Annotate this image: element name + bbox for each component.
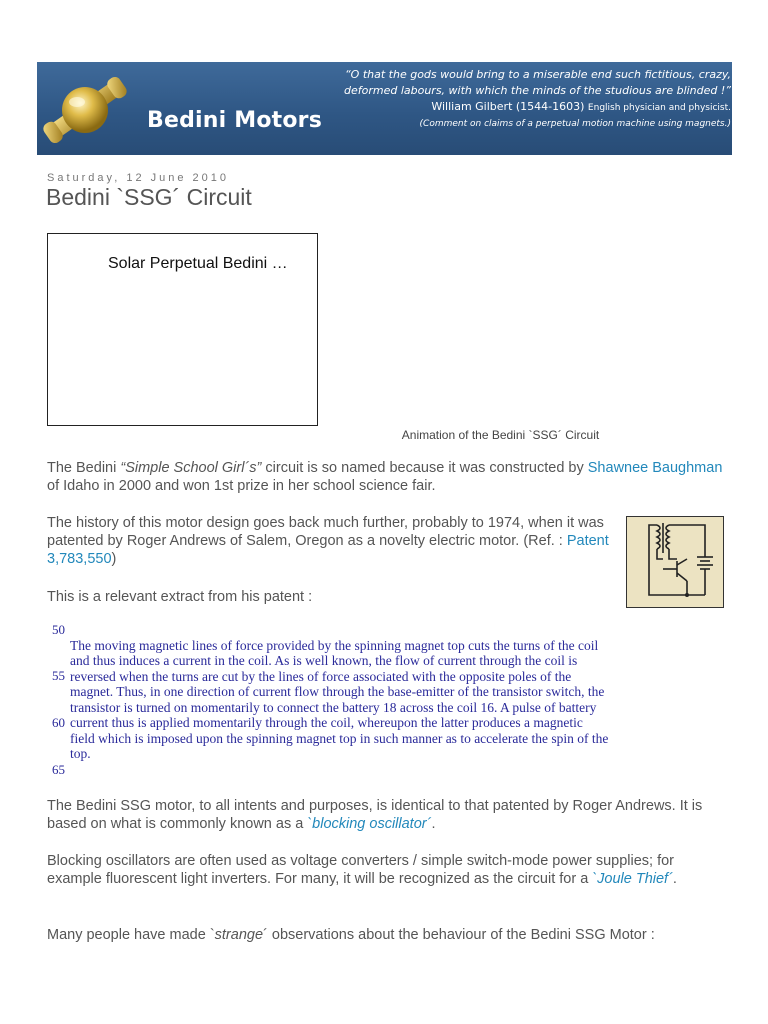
- patent-line: reversed when the turns are cut by the lines of force associated with the opposite poles of the: [70, 669, 572, 684]
- text: .: [431, 816, 436, 832]
- paragraph-intro: [47, 459, 727, 495]
- quote-author-role: English physician and physicist.: [587, 103, 731, 113]
- video-caption: Animation of the Bedini `SSG´ Circuit: [401, 428, 600, 442]
- emphasis-text: “Simple School Girl´s”: [120, 460, 262, 476]
- quote-author: William Gilbert (1544-1603): [431, 100, 585, 113]
- text: ): [111, 551, 117, 567]
- text: Many people have made `: [47, 927, 215, 943]
- patent-line: top.: [70, 746, 91, 761]
- patent-line: field which is imposed upon the spinning magnet top in such manner as to accelerate the spin of the: [70, 731, 609, 746]
- post-title: Bedini `SSG´ Circuit: [46, 184, 252, 210]
- banner-title: Bedini Motors: [147, 108, 323, 133]
- text: The history of this motor design goes back much further, probably to 1974, when it was patented by Roger Andrews of Salem, Oregon as a novelty electric motor. (Ref. :: [47, 515, 604, 549]
- brass-rotor-icon: [37, 62, 137, 155]
- text: .: [672, 871, 677, 887]
- line-number: 65: [52, 762, 65, 777]
- paragraph-observations: [47, 926, 727, 944]
- line-number: 60: [52, 715, 65, 730]
- link-patent[interactable]: Patent 3,783,550: [47, 533, 609, 567]
- banner-quote: [281, 67, 731, 132]
- text: ´ observations about the behaviour of the Bedini SSG Motor :: [263, 927, 655, 943]
- text: Blocking oscillators are often used as voltage converters / simple switch-mode power supplies; for example fluorescent light inverters. For many, it will be recognized as the circuit for a: [47, 853, 675, 887]
- text: circuit is so named because it was constructed by: [261, 460, 588, 476]
- patent-line: current thus is applied momentarily through the coil, whereupon the latter produces a magnetic: [70, 715, 583, 730]
- quote-line-1: “O that the gods would bring to a miserable end such fictitious, crazy,: [344, 68, 731, 81]
- emphasis-text: strange: [214, 927, 264, 943]
- paragraph-history: [47, 514, 619, 568]
- patent-line: and thus induces a current in the coil. As is well known, the flow of current through the coil is: [70, 653, 578, 668]
- link-joule-thief[interactable]: `Joule Thief´: [592, 871, 673, 887]
- paragraph-ssg-motor: [47, 797, 727, 833]
- text: The Bedini SSG motor, to all intents and purposes, is identical to that patented by Roger Andrews. It is based on what is commonly known as a: [47, 798, 703, 832]
- post-date: Saturday, 12 June 2010: [47, 172, 229, 184]
- video-caption-row: [0, 428, 768, 442]
- video-title[interactable]: Solar Perpetual Bedini …: [108, 255, 288, 272]
- line-number: 50: [52, 622, 65, 637]
- text: of Idaho in 2000 and won 1st prize in her school science fair.: [47, 478, 436, 494]
- paragraph-blocking-oscillators: [47, 852, 727, 888]
- link-shawnee-baughman[interactable]: Shawnee Baughman: [587, 460, 723, 476]
- embedded-video[interactable]: [47, 233, 318, 426]
- paragraph-extract-intro: This is a relevant extract from his patent :: [47, 589, 313, 605]
- patent-line: magnet. Thus, in one direction of current flow through the base-emitter of the transistor switch, the: [70, 684, 605, 699]
- link-blocking-oscillator[interactable]: `blocking oscillator´: [307, 816, 432, 832]
- quote-author-line: [281, 99, 731, 116]
- line-number: 55: [52, 668, 65, 683]
- patent-line: transistor is turned on momentarily to connect the battery 18 across the coil 16. A pulse of battery: [70, 700, 597, 715]
- quote-note: (Comment on claims of a perpetual motion machine using magnets.): [419, 119, 731, 129]
- text: The Bedini: [47, 460, 121, 476]
- blog-header-banner[interactable]: [37, 62, 732, 155]
- patent-line: The moving magnetic lines of force provided by the spinning magnet top cuts the turns of the coil: [70, 638, 599, 653]
- quote-line-2: deformed labours, with which the minds of the studious are blinded !”: [343, 84, 731, 97]
